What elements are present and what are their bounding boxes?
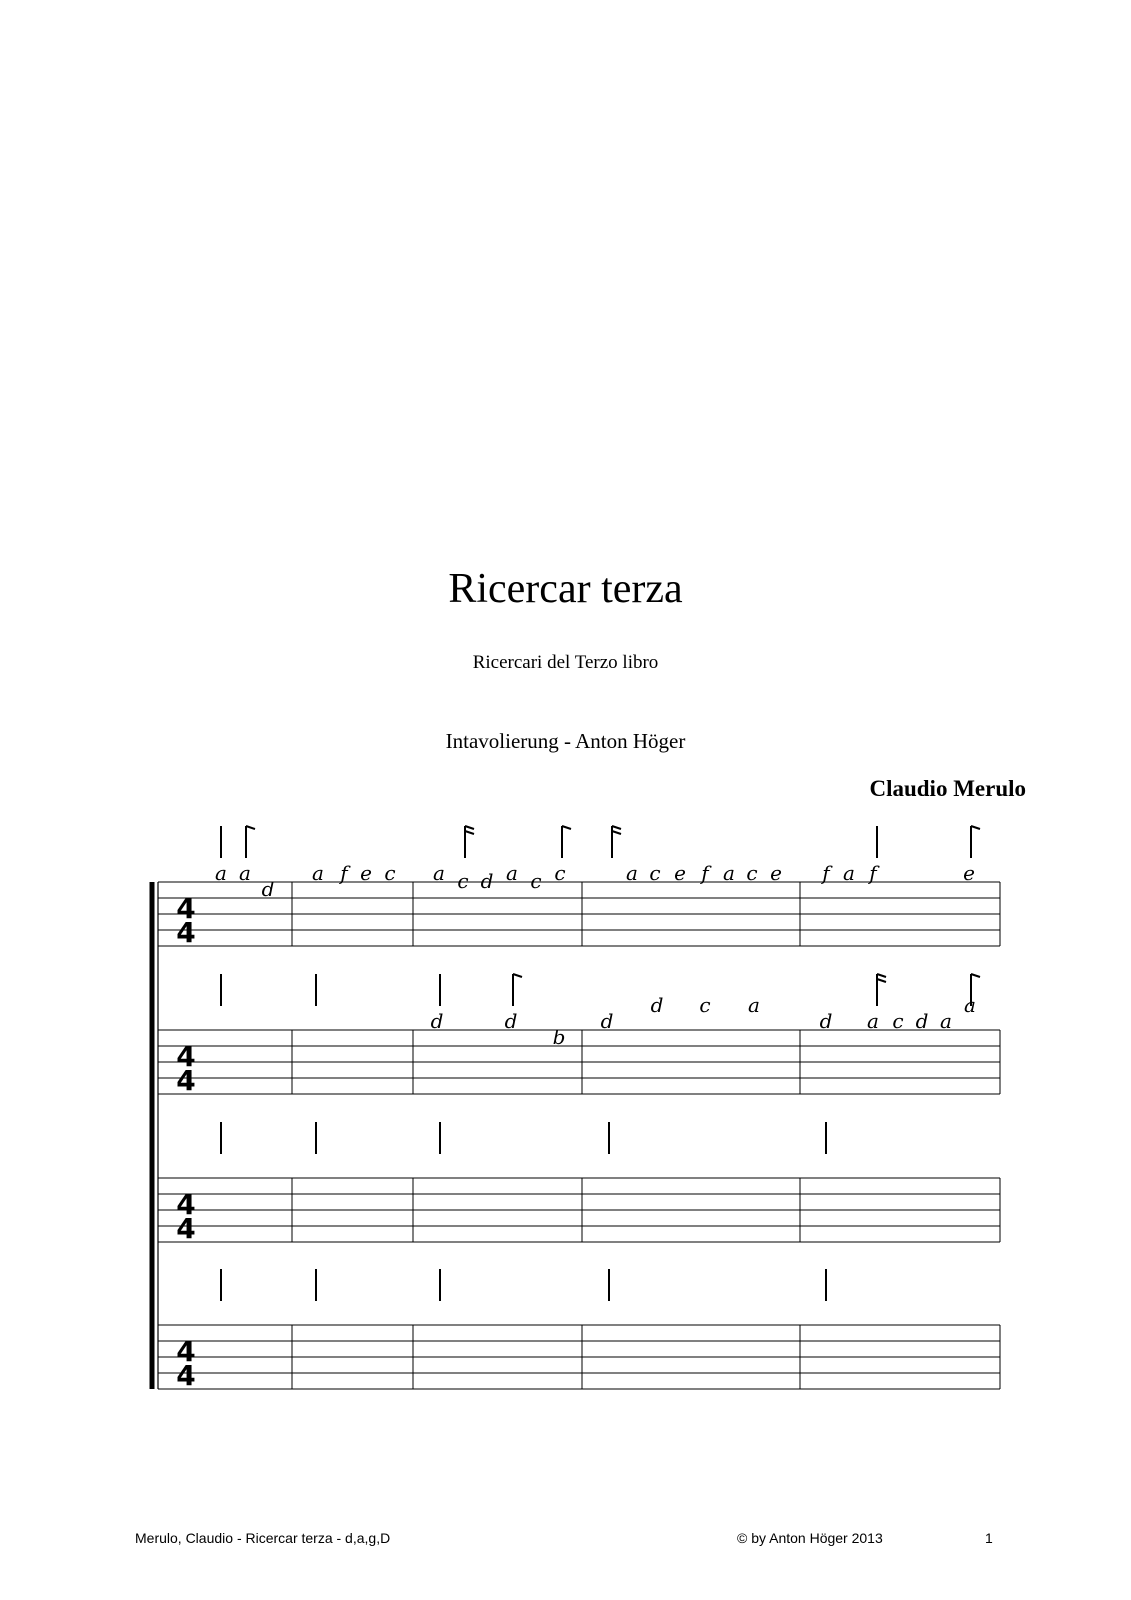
- time-signature-denominator: 4: [176, 1064, 196, 1097]
- composer-name: Claudio Merulo: [869, 776, 1026, 801]
- tab-letter: c: [746, 861, 758, 885]
- rhythm-flag: [612, 831, 621, 834]
- tab-letter: e: [770, 861, 782, 885]
- tab-letter: a: [312, 861, 324, 885]
- time-signature-numerator: 4: [176, 1335, 196, 1368]
- rhythm-flag: [971, 974, 980, 977]
- tab-letter: d: [504, 1009, 518, 1033]
- time-signature-numerator: 4: [176, 1040, 196, 1073]
- time-signature-denominator: 4: [176, 916, 196, 949]
- tab-letter: f: [701, 861, 709, 885]
- rhythm-flag: [612, 826, 621, 829]
- tab-letter: d: [915, 1009, 929, 1033]
- tab-letter: c: [457, 869, 469, 893]
- footer-piece-info: Merulo, Claudio - Ricercar terza - d,a,g,D: [135, 1530, 391, 1546]
- tab-letter: d: [430, 1009, 444, 1033]
- rhythm-flag: [562, 826, 571, 829]
- tab-letter: f: [822, 861, 830, 885]
- rhythm-flag: [465, 826, 474, 829]
- time-signature-denominator: 4: [176, 1212, 196, 1245]
- tab-letter: d: [480, 869, 494, 893]
- page-number: 1: [985, 1530, 993, 1546]
- tab-letter: d: [819, 1009, 833, 1033]
- tab-letter: c: [699, 993, 711, 1017]
- tab-letter: a: [723, 861, 735, 885]
- time-signature-denominator: 4: [176, 1359, 196, 1392]
- time-signature-numerator: 4: [176, 1188, 196, 1221]
- tab-letter: c: [554, 861, 566, 885]
- tab-letter: f: [340, 861, 348, 885]
- rhythm-flag: [877, 979, 886, 982]
- tab-letter: e: [674, 861, 686, 885]
- tab-letter: b: [552, 1025, 566, 1049]
- footer-copyright: © by Anton Höger 2013: [737, 1530, 883, 1546]
- tab-letter: a: [506, 861, 518, 885]
- tab-letter: a: [215, 861, 227, 885]
- tab-letter: e: [963, 861, 975, 885]
- arranger-credit: Intavolierung - Anton Höger: [445, 729, 686, 753]
- rhythm-flag: [877, 974, 886, 977]
- tab-letter: d: [650, 993, 664, 1017]
- tab-letter: a: [964, 993, 976, 1017]
- tab-letter: d: [600, 1009, 614, 1033]
- tab-letter: e: [360, 861, 372, 885]
- tab-letter: d: [261, 877, 275, 901]
- rhythm-flag: [465, 831, 474, 834]
- tab-letter: c: [530, 869, 542, 893]
- tab-letter: a: [867, 1009, 879, 1033]
- tab-letter: a: [626, 861, 638, 885]
- tab-letter: f: [869, 861, 877, 885]
- tab-letter: a: [843, 861, 855, 885]
- tab-letter: c: [649, 861, 661, 885]
- tab-letter: c: [892, 1009, 904, 1033]
- tab-letter: a: [433, 861, 445, 885]
- time-signature-numerator: 4: [176, 892, 196, 925]
- tab-letter: c: [384, 861, 396, 885]
- rhythm-flag: [246, 826, 255, 829]
- rhythm-flag: [513, 974, 522, 977]
- tab-letter: a: [940, 1009, 952, 1033]
- subtitle: Ricercari del Terzo libro: [472, 652, 659, 673]
- tab-letter: a: [239, 861, 251, 885]
- rhythm-flag: [971, 826, 980, 829]
- tab-letter: a: [748, 993, 760, 1017]
- page-title: Ricercar terza: [448, 566, 683, 612]
